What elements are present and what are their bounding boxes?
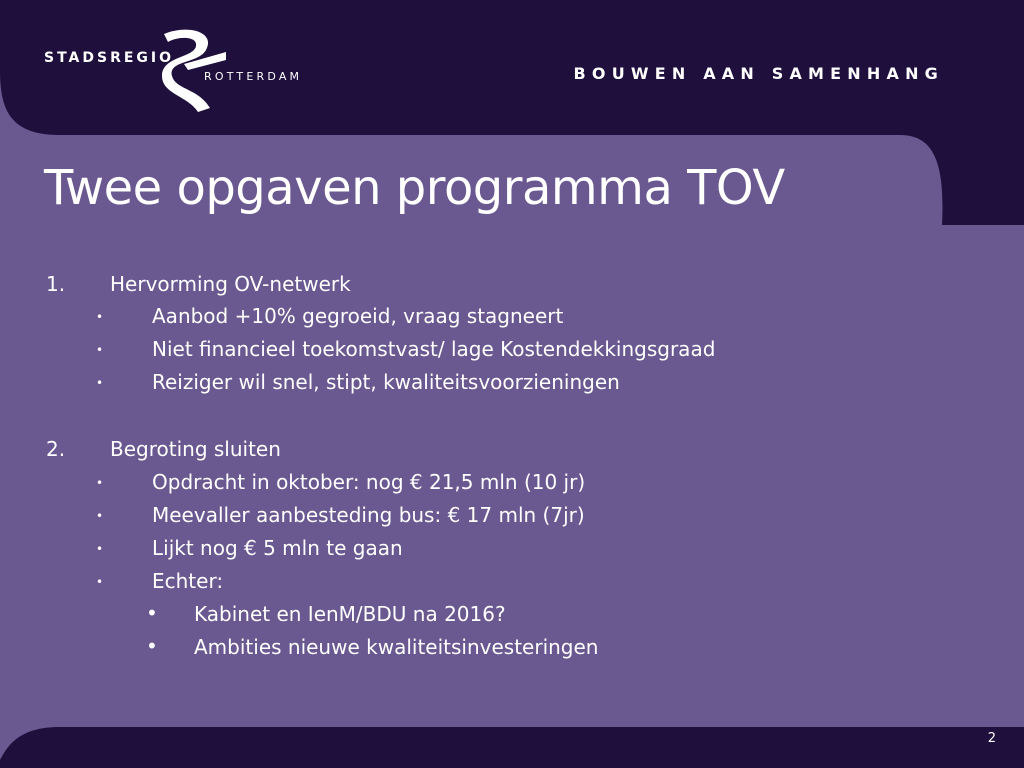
section-heading: Hervorming OV-netwerk	[110, 272, 351, 296]
section-number: 2.	[46, 437, 66, 461]
list-item: Reiziger wil snel, stipt, kwaliteitsvoorzieningen	[152, 370, 620, 394]
section-heading: Begroting sluiten	[110, 437, 281, 461]
bullet-icon: •	[96, 310, 104, 324]
sub-bullet-icon: •	[146, 634, 158, 658]
list-item: Niet financieel toekomstvast/ lage Kostendekkingsgraad	[152, 337, 716, 361]
list-item: Echter:	[152, 569, 224, 593]
page-number: 2	[987, 731, 996, 746]
sub-list-item: Ambities nieuwe kwaliteitsinvesteringen	[194, 635, 599, 659]
bullet-icon: •	[96, 376, 104, 390]
slide-title: Twee opgaven programma TOV	[44, 160, 785, 216]
logo-top-text: STADSREGIO	[44, 50, 175, 66]
bullet-icon: •	[96, 509, 104, 523]
section-number: 1.	[46, 272, 66, 296]
bullet-icon: •	[96, 542, 104, 556]
bullet-icon: •	[96, 343, 104, 357]
stadsregio-logo	[40, 24, 340, 120]
list-item: Lijkt nog € 5 mln te gaan	[152, 536, 403, 560]
bullet-icon: •	[96, 575, 104, 589]
bullet-icon: •	[96, 476, 104, 490]
list-item: Meevaller aanbesteding bus: € 17 mln (7jr)	[152, 503, 585, 527]
sub-bullet-icon: •	[146, 601, 158, 625]
sub-list-item: Kabinet en IenM/BDU na 2016?	[194, 602, 506, 626]
logo-bottom-text: ROTTERDAM	[204, 70, 303, 83]
list-item: Aanbod +10% gegroeid, vraag stagneert	[152, 304, 564, 328]
tagline: BOUWEN AAN SAMENHANG	[573, 64, 944, 83]
list-item: Opdracht in oktober: nog € 21,5 mln (10 jr)	[152, 470, 586, 494]
